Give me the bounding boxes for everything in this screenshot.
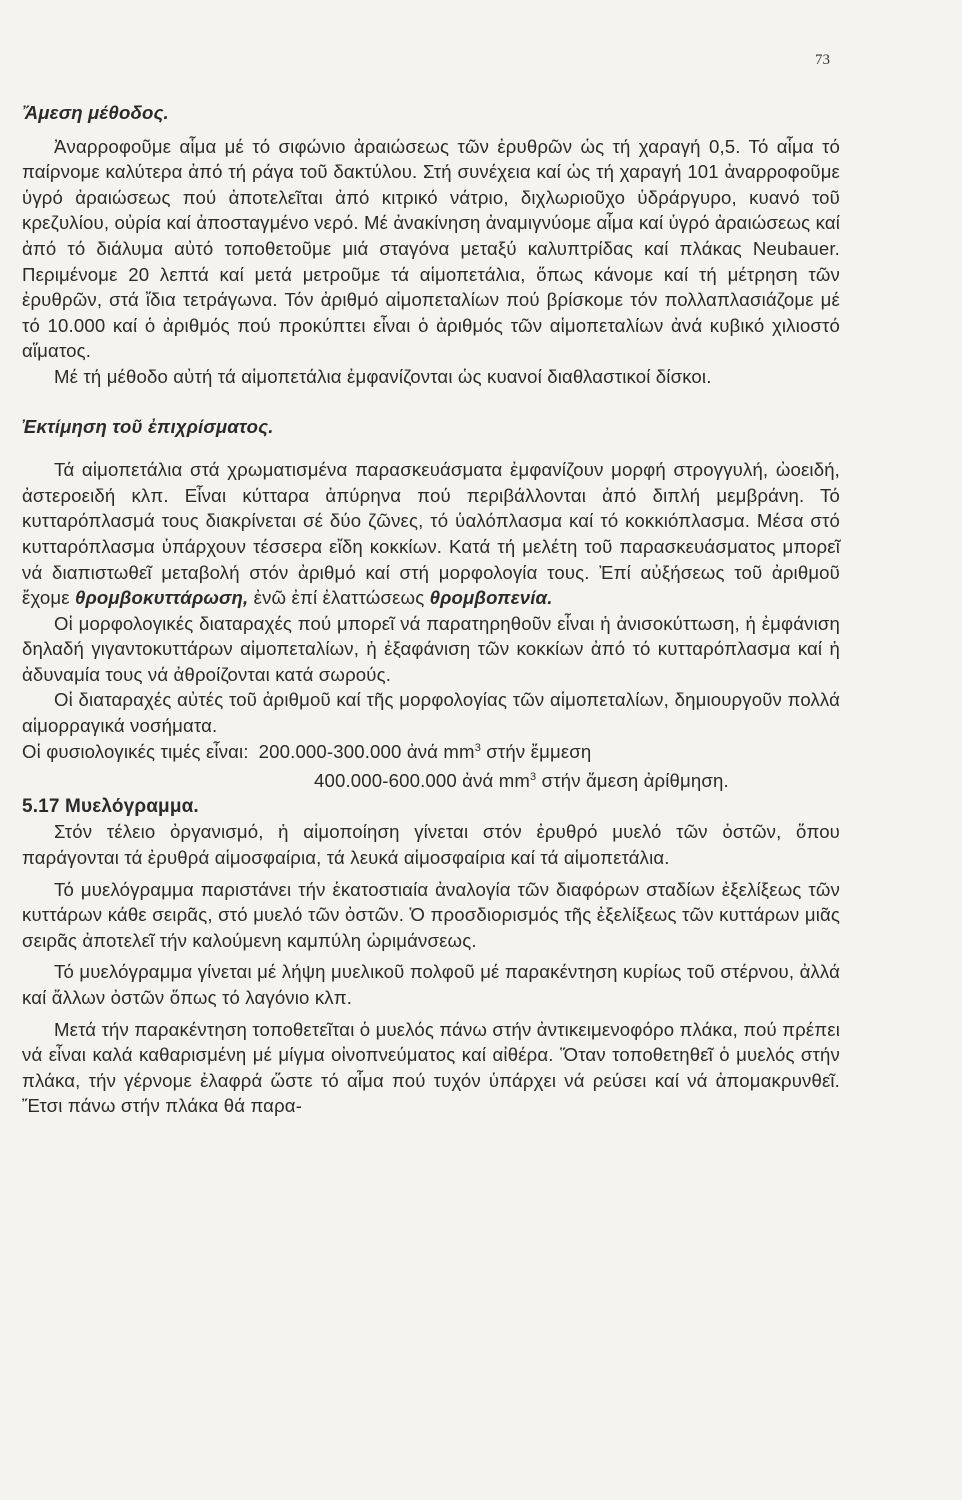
- page-number: 73: [815, 52, 830, 68]
- normal-values-row-1: [22, 739, 840, 765]
- value-direct-method: στήν ἄμεση ἀρίθμηση.: [536, 770, 729, 792]
- page-body: [22, 100, 840, 1125]
- heading-smear-estimate: Ἐκτίμηση τοῦ ἐπιχρίσματος.: [22, 415, 274, 437]
- value-indirect-method: στήν ἔμμεση: [480, 740, 592, 762]
- paragraph: Οἱ διαταραχές αὐτές τοῦ ἀριθμοῦ καί τῆς μορφολογίας τῶν αἱμοπεταλίων, δημιουργοῦν πολλά αἱμορραγικά νοσήματα.: [22, 689, 840, 737]
- term-thrombocytosis: θρομβοκυττάρωση,: [74, 587, 249, 609]
- paragraph-text: Τά αἱμοπετάλια στά χρωματισμένα παρασκευάσματα ἐμφανίζουν μορφή στρογγυλή, ὠοειδή, ἀστεροειδή κλπ. Εἶναι κύτταρα ἀπύρηνα πού περιβάλλονται ἀπό διπλή μεμβράνη. Τό κυτταρόπλασμά τους διακρίνεται σέ δύο ζῶνες, τό ὑαλόπλασμα καί τό κοκκιόπλασμα. Μέσα στό κυτταρόπλασμα ὑπάρχουν τέσσερα εἴδη κοκκίων. Κατά τή μελέτη τοῦ παρασκευάσματος μπορεῖ νά διαπιστωθεῖ μεταβολή στόν ἀριθμό καί στή μορφολογία τους. Ἐπί αὐξήσεως τοῦ ἀριθμοῦ ἔχομε: [22, 459, 840, 609]
- normal-values: [22, 739, 840, 794]
- term-thrombopenia: θρομβοπενία.: [429, 587, 553, 609]
- myelogram-section: [22, 819, 840, 1119]
- value-indirect: 200.000-300.000 ἀνά mm: [258, 740, 475, 762]
- paragraph: Μετά τήν παρακέντηση τοποθετεῖται ὁ μυελός πάνω στήν ἀντικειμενοφόρο πλάκα, πού πρέπει νά εἶναι καλά καθαρισμένη μέ μίγμα οἰνοπνεύματος καί αἰθέρα. Ὅταν τοποθετηθεῖ ὁ μυελός στήν πλάκα, τήν γέρνομε ἐλαφρά ὥστε τό αἷμα πού τυχόν ὑπάρχει νά ρεύσει καί νά ἀπομακρυνθεῖ. Ἔτσι πάνω στήν πλάκα θά παρα-: [22, 1018, 840, 1117]
- paragraph: Τό μυελόγραμμα παριστάνει τήν ἑκατοστιαία ἀναλογία τῶν διαφόρων σταδίων ἐξελίξεως τῶν κυττάρων κάθε σειρᾶς, στό μυελό τῶν ὀστῶν. Ὁ προσδιορισμός τῆς ἐξελίξεως τῶν κυττάρων μιᾶς σειρᾶς ἀποτελεῖ τήν καλούμενη καμπύλη ὡριμάνσεως.: [22, 878, 840, 951]
- heading-direct-method: Ἄμεση μέθοδος.: [22, 102, 169, 123]
- normal-values-row-2: [22, 768, 840, 794]
- value-direct: 400.000-600.000 ἀνά mm: [314, 770, 531, 792]
- paragraph: Στόν τέλειο ὀργανισμό, ἡ αἱμοποίηση γίνεται στόν ἐρυθρό μυελό τῶν ὀστῶν, ὅπου παράγονται τά ἐρυθρά αἱμοσφαίρια, τά λευκά αἱμοσφαίρια καί τά αἱμοπετάλια.: [22, 821, 840, 869]
- section-title-myelogram: 5.17 Μυελόγραμμα.: [22, 795, 199, 817]
- paragraph: Οἱ μορφολογικές διαταραχές πού μπορεῖ νά παρατηρηθοῦν εἶναι ἡ ἀνισοκύττωση, ἡ ἐμφάνιση δηλαδή γιγαντοκυττάρων αἱμοπεταλίων, ἡ ἐξαφάνιση τῶν κοκκίων ἀπό τό κυτταρόπλασμα καί ἡ ἀδυναμία τους νά ἀθροίζονται κατά σωρούς.: [22, 612, 840, 685]
- paragraph: Μέ τή μέθοδο αὐτή τά αἱμοπετάλια ἐμφανίζονται ὡς κυανοί διαθλαστικοί δίσκοι.: [54, 365, 712, 387]
- unit-exponent: 3: [530, 771, 537, 784]
- normal-values-label: Οἱ φυσιολογικές τιμές εἶναι:: [22, 740, 249, 762]
- unit-exponent: 3: [474, 741, 481, 754]
- paragraph: [22, 457, 840, 611]
- paragraph: Ἀναρροφοῦμε αἷμα μέ τό σιφώνιο ἀραιώσεως τῶν ἐρυθρῶν ὡς τή χαραγή 0,5. Τό αἷμα τό παίρνομε καλύτερα ἀπό τή ράγα τοῦ δακτύλου. Στή συνέχεια καί ὡς τή χαραγή 101 ἀναρροφοῦμε ὑγρό ἀραιώσεως πού ἀποτελεῖται ἀπό κιτρικό νάτριο, διχλωριοῦχο ὑδράργυρο, κυανό τοῦ κρεζυλίου, οὐρία καί ἀποσταγμένο νερό. Μέ ἀνακίνηση ἀναμιγνύομε αἷμα καί ὑγρό ἀραιώσεως καί ἀπό τό διάλυμα αὐτό τοποθετοῦμε μιά σταγόνα μεταξύ καλυπτρίδας καί πλάκας Neubauer. Περιμένομε 20 λεπτά καί μετά μετροῦμε τά αἱμοπετάλια, ὅπως κάνομε καί τή μέτρηση τῶν ἐρυθρῶν, στά ἴδια τετράγωνα. Τόν ἀριθμό αἱμοπεταλίων πού βρίσκομε τόν πολλαπλασιάζομε μέ τό 10.000 καί ὁ ἀριθμός πού προκύπτει εἶναι ὁ ἀριθμός τῶν αἱμοπεταλίων ἀνά κυβικό χιλιοστό αἵματος.: [22, 135, 840, 362]
- paragraph: Τό μυελόγραμμα γίνεται μέ λήψη μυελικοῦ πολφοῦ μέ παρακέντηση κυρίως τοῦ στέρνου, ἀλλά καί ἄλλων ὀστῶν ὅπως τό λαγόνιο κλπ.: [22, 961, 840, 1008]
- paragraph-text: ἐνῶ ἐπί ἐλαττώσεως: [248, 587, 430, 609]
